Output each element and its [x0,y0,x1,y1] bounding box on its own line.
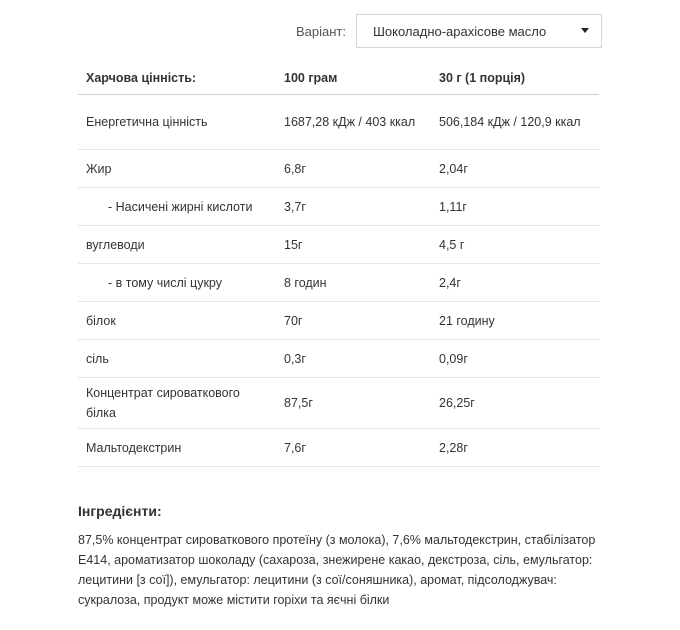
row-value-100g: 6,8г [276,150,431,188]
ingredients-title: Інгредієнти: [78,503,162,519]
row-name: сіль [78,340,276,378]
table-row [78,188,599,226]
row-value-100g: 7,6г [276,429,431,467]
variant-dropdown[interactable] [356,14,602,48]
row-name: Жир [78,150,276,188]
row-name: Мальтодекстрин [78,429,276,467]
ingredients-text: 87,5% концентрат сироваткового протеїну (з молока), 7,6% мальтодекстрин, стабілізатор E414, ароматизатор шоколаду (сахароза, знежирене какао, декстроза, сіль, емульгатор: лецитини [з сої]), емульгатор: лецитини (з сої/соняшника), аромат, підсолоджувач: сукралоза, продукт може містити горіхи та яєчні білки [78,533,596,607]
row-value-serving: 506,184 кДж / 120,9 ккал [431,95,599,150]
table-header-row [78,62,599,95]
row-value-100g: 0,3г [276,340,431,378]
row-name: Енергетична цінність [78,95,276,150]
row-value-serving: 4,5 г [431,226,599,264]
row-value-serving: 2,04г [431,150,599,188]
table-row [78,429,599,467]
table-row [78,378,599,429]
chevron-down-icon [581,28,589,33]
row-value-serving: 1,11г [431,188,599,226]
row-value-serving: 2,28г [431,429,599,467]
table-row [78,150,599,188]
row-value-100g: 15г [276,226,431,264]
row-value-serving: 0,09г [431,340,599,378]
table-row [78,95,599,150]
header-nutrition: Харчова цінність: [78,62,276,95]
variant-selected-value: Шоколадно-арахісове масло [373,23,547,39]
row-value-100g: 3,7г [276,188,431,226]
row-value-100g: 1687,28 кДж / 403 ккал [276,95,431,150]
row-value-100g: 87,5г [276,378,431,429]
row-name: білок [78,302,276,340]
row-value-serving: 2,4г [431,264,599,302]
table-row [78,264,599,302]
row-name: вуглеводи [78,226,276,264]
row-value-100g: 70г [276,302,431,340]
header-per-100g: 100 грам [276,62,431,95]
row-value-serving: 26,25г [431,378,599,429]
row-name: Концентрат сироваткового білка [78,378,276,429]
table-row [78,340,599,378]
row-value-100g: 8 годин [276,264,431,302]
header-per-serving: 30 г (1 порція) [431,62,599,95]
variant-row [296,14,602,48]
row-value-serving: 21 годину [431,302,599,340]
row-name: - в тому числі цукру [78,264,276,302]
variant-label: Варіант: [296,23,346,39]
nutrition-table [78,62,599,467]
table-row [78,302,599,340]
table-row [78,226,599,264]
row-name: - Насичені жирні кислоти [78,188,276,226]
